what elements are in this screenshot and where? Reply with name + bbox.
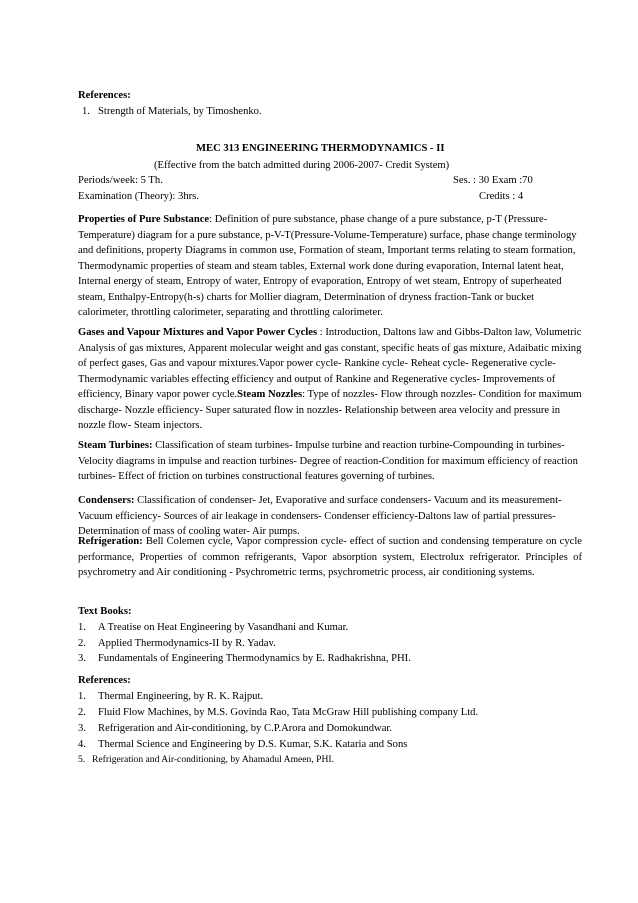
subsection-body: : Type of nozzles- Flow through nozzles- Condition for maximum discharge- Nozzle efficiency- Super saturated flow in nozzles- Relationship between area velocity and pressure in nozzle flow- Steam injectors.	[78, 389, 582, 431]
item-text: Fluid Flow Machines, by M.S. Govinda Rao, Tata McGraw Hill publishing company Ltd.	[98, 707, 479, 718]
reference-item	[78, 705, 588, 721]
section-heading: Steam Turbines:	[78, 440, 153, 451]
effective-note: (Effective from the batch admitted during 2006-2007- Credit System)	[154, 160, 450, 171]
item-text: Thermal Science and Engineering by D.S. Kumar, S.K. Kataria and Sons	[98, 739, 408, 750]
reference-item	[78, 752, 588, 768]
section-gases-vapour	[78, 325, 582, 434]
text-books-heading: Text Books:	[78, 606, 132, 617]
course-title: MEC 313 ENGINEERING THERMODYNAMICS - II	[196, 143, 445, 154]
section-body: Classification of steam turbines- Impulse turbine and reaction turbine-Compounding in turbines- Velocity diagrams in impulse and reaction turbines- Degree of reaction-Condition for maximum efficiency of reaction turbines- Effect of friction on turbines constructional features governing of turbines.	[78, 440, 578, 482]
periods-per-week: Periods/week: 5 Th.	[78, 175, 163, 186]
item-text: Fundamentals of Engineering Thermodynamics by E. Radhakrishna, PHI.	[98, 653, 411, 664]
text-book-item	[78, 636, 588, 652]
top-references-heading: References:	[78, 90, 131, 101]
item-number: 3.	[78, 723, 86, 734]
item-text: Applied Thermodynamics-II by R. Yadav.	[98, 638, 276, 649]
credits: Credits : 4	[479, 191, 524, 202]
section-body: Classification of condenser- Jet, Evaporative and surface condensers- Vacuum and its measurement- Vacuum efficiency- Sources of air leakage in condensers- Condenser efficiency-Daltons law of partial pressures- Determination of mass of cooling water- Air pumps.	[78, 495, 562, 537]
subsection-heading-steam-nozzles: Steam Nozzles	[237, 389, 303, 400]
section-pure-substance	[78, 212, 582, 321]
section-heading: Condensers:	[78, 495, 135, 506]
item-text: A Treatise on Heat Engineering by Vasandhani and Kumar.	[98, 622, 349, 633]
section-body: : Definition of pure substance, phase change of a pure substance, p-T (Pressure-Temperature) diagram for a pure substance, p-V-T(Pressure-Volume-Temperature) surface, phase change terminology and definitions, property Diagrams in common use, Formation of steam, Important terms relating to steam formation, Thermodynamic properties of steam and steam tables, External work done during evaporation, Internal latent heat, Internal energy of steam, Entropy of water, Entropy of evaporation, Entropy of wet steam, Entropy of superheated steam, Enthalpy-Entropy(h-s) charts for Mollier diagram, Determination of dryness fraction-Tank or bucket calorimeter, throttling calorimeter, separating and throttling calorimeter.	[78, 214, 577, 318]
item-text: Refrigeration and Air-conditioning, by Ahamadul Ameen, PHI.	[92, 754, 335, 765]
item-number: 5.	[78, 754, 86, 765]
item-text: Refrigeration and Air-conditioning, by C.P.Arora and Domokundwar.	[98, 723, 393, 734]
section-body: : Introduction, Daltons law and Gibbs-Dalton law, Volumetric Analysis of gas mixtures, Apparent molecular weight and gas constant, specific heats of gas mixture, Adaibatic mixing of perfect gases, Gas and vapour mixtures.Vapor power cycle- Rankine cycle- Reheat cycle- Regenerative cycle- Thermodynamic variables effecting efficiency and output of Rankine and Regenerative cycles- Improvements of efficiency, Binary vapor power cycle.	[78, 327, 582, 400]
text-book-item	[78, 620, 588, 636]
item-number: 1.	[82, 106, 90, 117]
section-heading: Refrigeration:	[78, 536, 143, 547]
section-condensers	[78, 493, 582, 540]
item-number: 1.	[78, 691, 86, 702]
references-heading: References:	[78, 675, 131, 686]
reference-item	[78, 689, 588, 705]
item-text: Strength of Materials, by Timoshenko.	[98, 106, 262, 117]
reference-item	[78, 737, 588, 753]
reference-item	[78, 721, 588, 737]
item-number: 1.	[78, 622, 86, 633]
text-book-item	[78, 651, 588, 667]
item-text: Thermal Engineering, by R. K. Rajput.	[98, 691, 264, 702]
section-heading: Gases and Vapour Mixtures and Vapor Power Cycles	[78, 327, 318, 338]
item-number: 4.	[78, 739, 86, 750]
item-number: 2.	[78, 638, 86, 649]
section-body: Bell Colemen cycle, Vapor compression cycle- effect of suction and condensing temperature on cycle performance, Properties of common refrigerants, Vapor absorption system, Electrolux refrigerator. Principles of psychrometry and Air conditioning - Psychrometric terms, psychrometric process, air conditioning systems.	[78, 536, 582, 578]
examination-duration: Examination (Theory): 3hrs.	[78, 191, 199, 202]
section-refrigeration	[78, 534, 582, 581]
section-steam-turbines	[78, 438, 582, 485]
item-number: 2.	[78, 707, 86, 718]
item-number: 3.	[78, 653, 86, 664]
section-heading: Properties of Pure Substance	[78, 214, 210, 225]
sessional-exam-marks: Ses. : 30 Exam :70	[453, 175, 533, 186]
top-reference-item	[82, 104, 262, 120]
